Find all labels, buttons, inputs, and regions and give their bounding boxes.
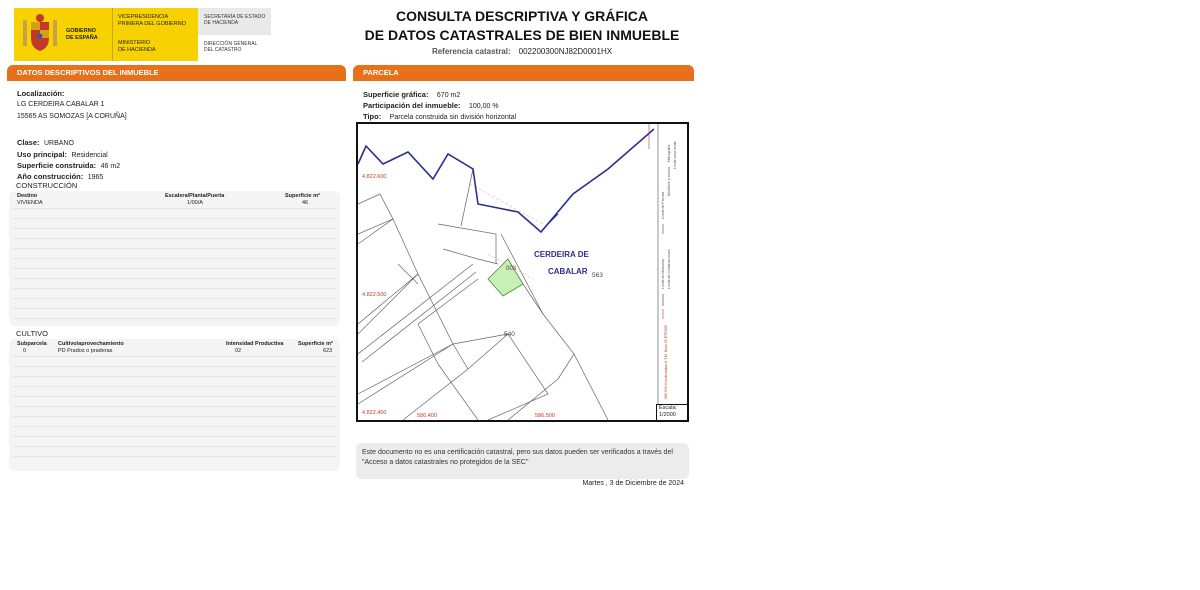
superficie-value: 46 m2 (100, 163, 121, 170)
table-divider (13, 406, 336, 407)
cultivo-row-intensidad: 02 (235, 348, 242, 354)
construccion-title: CONSTRUCCIÓN (16, 181, 78, 190)
disclaimer-note (356, 443, 689, 479)
clase-label: Clase: (17, 138, 40, 147)
col-subparcela: Subparcela (17, 341, 47, 347)
cultivo-row-superficie: 623 (323, 348, 333, 354)
localizacion-label: Localización: (17, 89, 65, 98)
coord-label-x1: 586.400 (417, 413, 437, 419)
table-divider (13, 268, 336, 269)
table-divider (13, 208, 336, 209)
sup-grafica-label: Superficie gráfica: (363, 90, 429, 99)
logo-divider (112, 8, 113, 61)
table-divider (13, 416, 336, 417)
disclaimer-text: Este documento no es una certificación catastral, pero sus datos pueden ser verificados a través del "Acceso a datos catastrales no protegidos de la SEC" (362, 449, 673, 466)
parcela-title: PARCELA (363, 68, 399, 77)
participacion-label: Participación del inmueble: (363, 101, 461, 110)
street-boundary (358, 129, 654, 232)
vicepresidencia-text (118, 14, 186, 28)
legend-zona-verde: Límite zona verde (673, 141, 677, 169)
superficie-label: Superficie construida: (17, 161, 97, 170)
localizacion-line1: LG CERDEIRA CABALAR 1 (17, 101, 105, 108)
place-name-line1: CERDEIRA DE (534, 250, 589, 259)
table-divider (13, 298, 336, 299)
legend-manzana: Límite de Manzana (661, 259, 665, 289)
gobierno-logo (14, 8, 198, 61)
refcat-label: Referencia catastral: (431, 47, 511, 56)
anio-label: Año construcción: (17, 172, 84, 181)
refcat-value: 002200300NJ82D0001HX (518, 47, 613, 56)
secretaria-line2: DE HACIENDA (204, 20, 239, 26)
direccion-line1: DIRECCIÓN GENERAL (204, 41, 258, 47)
legend-mobiliario: Mobiliario y aceras (667, 166, 671, 196)
parcel-label-003: 003 (506, 266, 517, 272)
table-divider (13, 308, 336, 309)
parcel-label-540: 540 (504, 331, 515, 338)
table-divider (13, 258, 336, 259)
construccion-table (9, 191, 340, 326)
ministerio-text (118, 40, 156, 54)
coat-of-arms-icon (20, 12, 60, 56)
title-line2: DE DATOS CATASTRALES DE BIEN INMUEBLE (364, 27, 680, 43)
coord-label-y2: 4.822.500 (362, 292, 387, 298)
col-superficie-cultivo: Superficie m² (298, 341, 333, 347)
gobierno-line2: DE ESPAÑA (66, 35, 98, 41)
table-divider (13, 228, 336, 229)
table-divider (13, 366, 336, 367)
table-divider (13, 426, 336, 427)
table-divider (13, 288, 336, 289)
table-divider (13, 436, 336, 437)
cultivo-row-subparcela: 0 (23, 348, 27, 354)
referencia-catastral (352, 47, 692, 56)
table-divider (13, 386, 336, 387)
direccion-text (204, 41, 257, 53)
cadastral-map[interactable] (356, 122, 689, 422)
col-destino: Destino (17, 193, 38, 199)
secretaria-block (198, 8, 271, 35)
map-legend (661, 141, 677, 399)
tipo-value: Parcela construida sin división horizontal (389, 114, 517, 121)
title-line1: CONSULTA DESCRIPTIVA Y GRÁFICA (395, 8, 648, 24)
direccion-line2: DEL CATASTRO (204, 47, 242, 53)
vicepresidencia-line1: VICEPRESIDENCIA (118, 14, 169, 20)
localizacion-line2: 15565 AS SOMOZAS [A CORUÑA] (17, 113, 127, 120)
street-branch (541, 214, 558, 232)
secretaria-text (204, 14, 265, 26)
table-divider (13, 248, 336, 249)
col-intensidad: Intensidad Productiva (226, 341, 284, 347)
clase-value: URBANO (43, 140, 74, 147)
vicepresidencia-line2: PRIMERA DEL GOBIERNO (118, 21, 186, 27)
map-canvas (358, 124, 687, 420)
legend-utm: 585.000 Coordenadas U.T.M. Huso 29 ETRS89 (664, 325, 668, 399)
sup-grafica-value: 670 m2 (436, 92, 461, 99)
datos-descriptivos-header (7, 65, 346, 81)
table-divider (13, 396, 336, 397)
col-cultivo: Cultivo/aprovechamiento (58, 341, 124, 347)
table-divider (13, 356, 336, 357)
datos-descriptivos-panel (7, 81, 346, 479)
parcela-header (353, 65, 694, 81)
anio-value: 1965 (87, 174, 104, 181)
table-divider (13, 318, 336, 319)
coord-label-y3: 4.822.400 (362, 410, 387, 416)
table-row-superficie: 46 (302, 200, 309, 206)
table-divider (13, 446, 336, 447)
cultivo-row-cultivo: PD Prados o praderas (58, 348, 113, 354)
scale-value: 1/2000 (659, 412, 676, 418)
parcel-label-563: 563 (592, 272, 603, 279)
gobierno-text (66, 28, 98, 42)
coord-label-y1: 4.822.600 (362, 174, 387, 180)
cultivo-table (9, 339, 340, 471)
scale-label: Escala: (659, 405, 678, 411)
place-name-line2: CABALAR (548, 267, 588, 276)
col-superficie: Superficie m² (285, 193, 320, 199)
uso-value: Residencial (71, 152, 108, 159)
legend-hidrografia: Hidrografía (667, 144, 671, 162)
table-divider (13, 456, 336, 457)
document-date: Martes , 3 de Diciembre de 2024 (582, 480, 684, 487)
table-row-destino: VIVIENDA (17, 200, 43, 206)
table-divider (13, 376, 336, 377)
tipo-label: Tipo: (363, 112, 382, 121)
scale-box (656, 404, 687, 420)
legend-limite-parcela: Límite de Parcela (661, 191, 665, 219)
col-escalera: Escalera/Planta/Puerta (165, 193, 225, 199)
table-divider (13, 278, 336, 279)
participacion-value: 100,00 % (468, 103, 499, 110)
parcel-polygon[interactable] (488, 259, 523, 296)
gobierno-line1: GOBIERNO (66, 28, 96, 34)
uso-label: Uso principal: (17, 150, 68, 159)
coord-label-x2: 586.500 (535, 413, 555, 419)
document-title (352, 7, 692, 45)
secretaria-line1: SECRETARÍA DE ESTADO (204, 14, 266, 20)
datos-descriptivos-title: DATOS DESCRIPTIVOS DEL INMUEBLE (17, 68, 159, 77)
legend-construcciones: Límite de Construcciones (667, 249, 671, 289)
table-row-escalera: 1/00/A (187, 200, 203, 206)
cultivo-title: CULTIVO (16, 329, 48, 338)
ministerio-line2: DE HACIENDA (118, 47, 156, 53)
table-divider (13, 218, 336, 219)
table-divider (13, 238, 336, 239)
ministerio-line1: MINISTERIO (118, 40, 151, 46)
